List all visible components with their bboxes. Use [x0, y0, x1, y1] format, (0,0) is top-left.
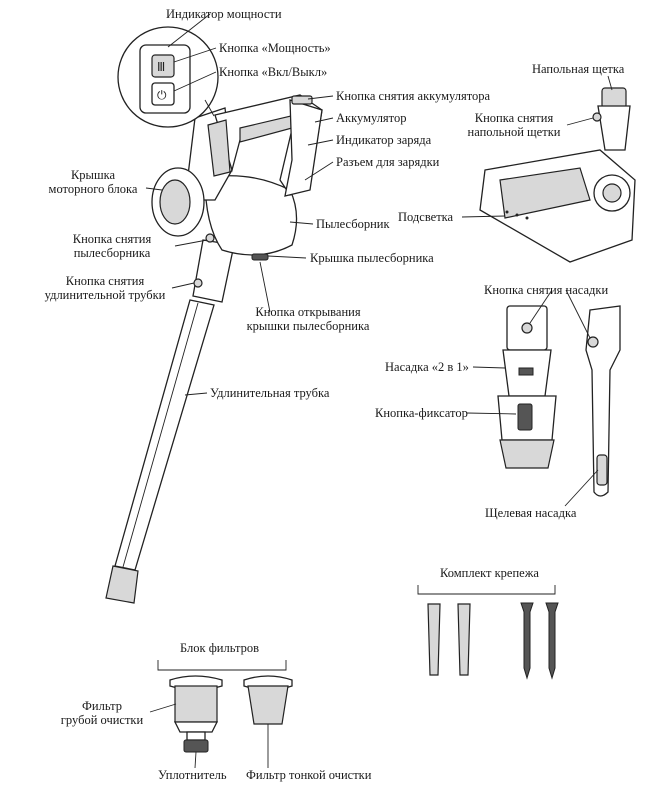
label-on-off-button: Кнопка «Вкл/Выкл»	[219, 65, 328, 79]
wall-plug-1	[428, 604, 440, 675]
dust-cover-open-button-shape	[252, 254, 268, 260]
svg-text:Ⅲ: Ⅲ	[157, 60, 166, 74]
lock-button-shape	[518, 404, 532, 430]
nozzle-bristles	[500, 440, 554, 468]
label-fine-filter: Фильтр тонкой очистки	[246, 768, 372, 782]
tube-tip-shape	[106, 566, 138, 603]
label-charging-port: Разъем для зарядки	[336, 155, 440, 169]
screw-1	[521, 603, 533, 678]
label-charge-indicator: Индикатор заряда	[336, 133, 432, 147]
label-filter-unit: Блок фильтров	[180, 641, 259, 655]
label-battery-release-button: Кнопка снятия аккумулятора	[336, 89, 491, 103]
label-nozzle-2in1: Насадка «2 в 1»	[385, 360, 469, 374]
label-floor-brush: Напольная щетка	[532, 62, 625, 76]
label-lock-button: Кнопка-фиксатор	[375, 406, 468, 420]
label-dust-cover-open: Кнопка открывания крышки пылесборника	[246, 305, 370, 333]
label-seal: Уплотнитель	[158, 768, 227, 782]
dust-container-release-shape	[206, 234, 214, 242]
battery-release-shape	[292, 96, 312, 104]
tube-release-button-shape	[194, 279, 202, 287]
coarse-filter-shape	[175, 686, 217, 722]
label-mounting-kit: Комплект крепежа	[440, 566, 539, 580]
nozzle-2in1-drawing	[498, 306, 556, 468]
label-dust-container-release: Кнопка снятия пылесборника	[72, 232, 152, 260]
label-motor-cover: Крышка моторного блока	[48, 168, 138, 196]
label-power-indicator: Индикатор мощности	[166, 7, 282, 21]
label-floor-brush-release: Кнопка снятия напольной щетки	[467, 111, 561, 139]
label-battery: Аккумулятор	[336, 111, 407, 125]
wall-plug-2	[458, 604, 470, 675]
label-coarse-filter: Фильтр грубой очистки	[60, 699, 144, 727]
mounting-kit-drawing	[418, 585, 558, 678]
extension-tube-shape	[115, 300, 214, 570]
label-tube-release: Кнопка снятия удлинительной трубки	[44, 274, 166, 302]
label-extension-tube: Удлинительная трубка	[210, 386, 330, 400]
screw-2	[546, 603, 558, 678]
svg-text:⏻: ⏻	[157, 88, 167, 102]
label-dust-container: Пылесборник	[316, 217, 390, 231]
nozzle-release-button-shape	[522, 323, 532, 333]
label-power-button: Кнопка «Мощность»	[219, 41, 331, 55]
filter-unit-drawing	[158, 660, 292, 752]
floor-brush-release-shape	[593, 113, 601, 121]
label-dust-container-cover: Крышка пылесборника	[310, 251, 434, 265]
fine-filter-shape	[248, 686, 288, 724]
crevice-nozzle-drawing	[586, 306, 620, 496]
label-backlight: Подсветка	[398, 210, 454, 224]
label-crevice-nozzle: Щелевая насадка	[485, 506, 577, 520]
seal-shape	[184, 740, 208, 752]
label-nozzle-release: Кнопка снятия насадки	[484, 283, 609, 297]
